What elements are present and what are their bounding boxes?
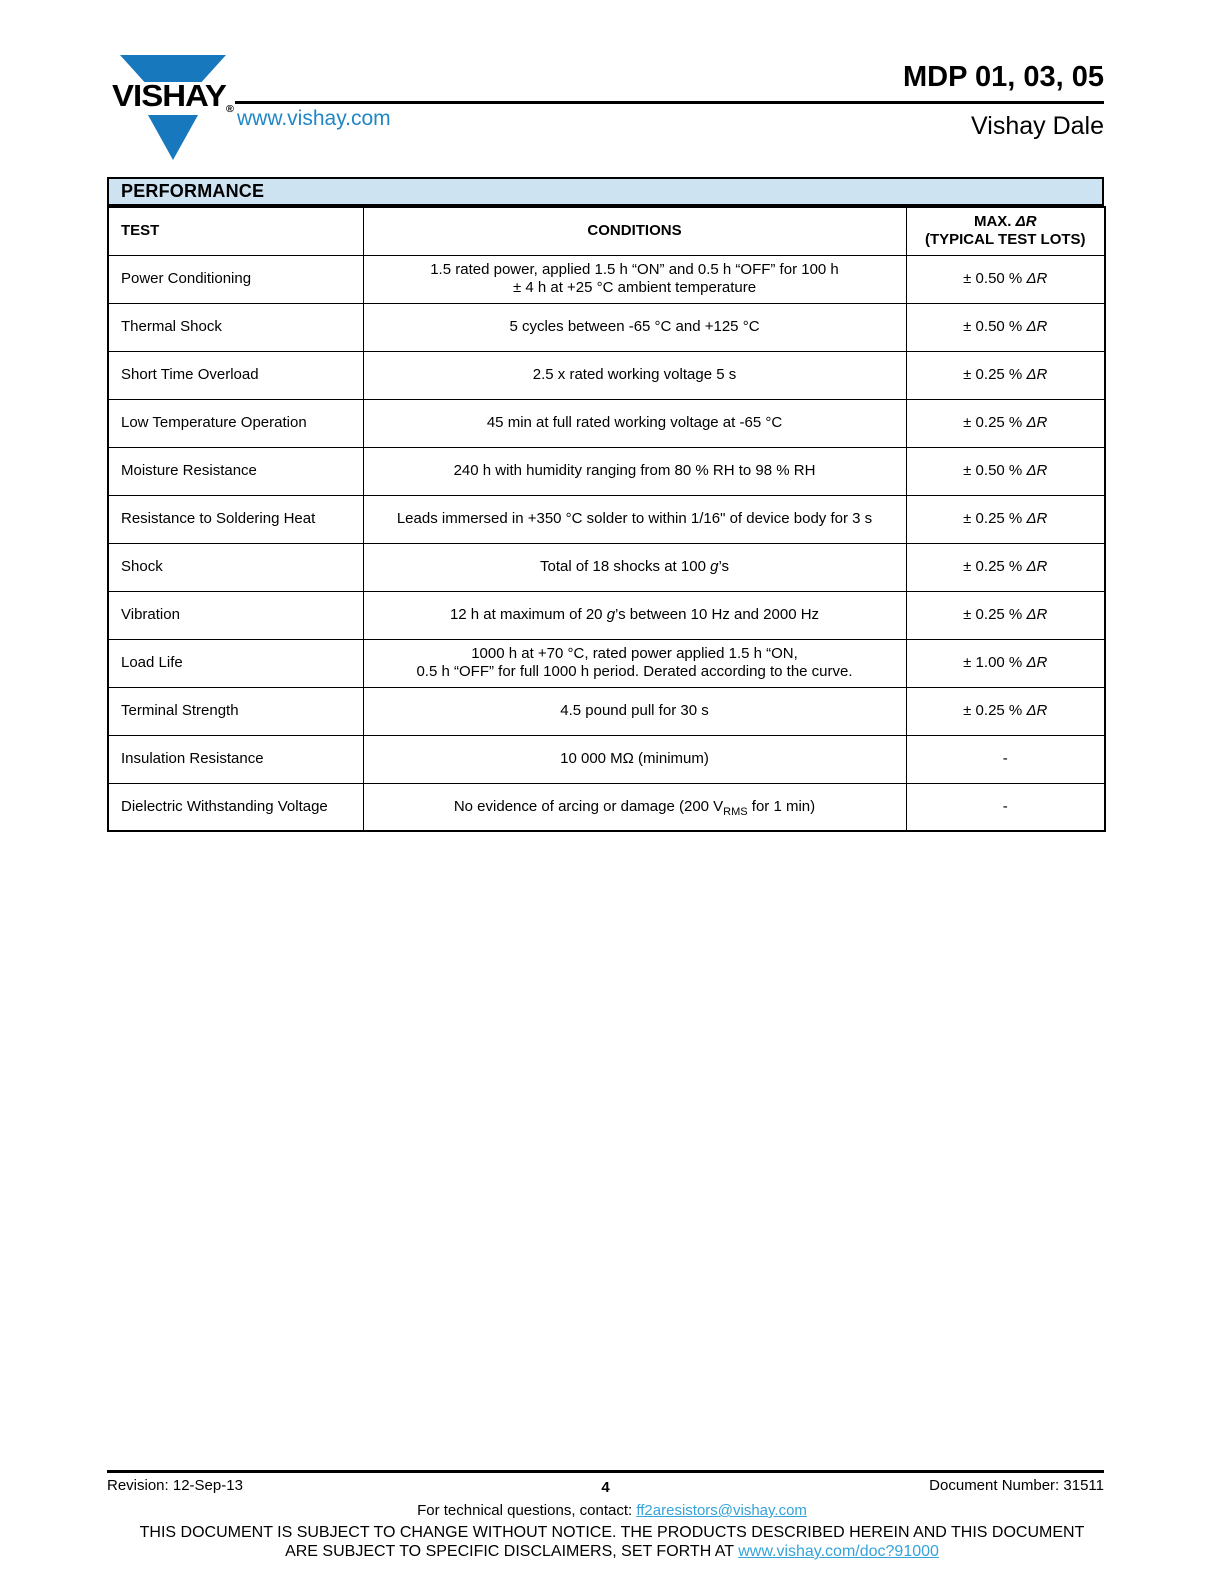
vishay-logo <box>108 55 238 160</box>
header-divider-line <box>235 101 1104 104</box>
max-delta-r-cell: ± 1.00 % ΔR <box>906 639 1105 687</box>
conditions-column-header: CONDITIONS <box>363 207 906 255</box>
table-row <box>108 351 1105 399</box>
performance-section-header: PERFORMANCE <box>107 177 1104 206</box>
disclaimer-doc-link[interactable]: www.vishay.com/doc?91000 <box>738 1543 939 1560</box>
table-header-row <box>108 207 1105 255</box>
table-row <box>108 447 1105 495</box>
vishay-logo-wordmark <box>108 80 238 114</box>
table-row <box>108 543 1105 591</box>
footer-divider-line <box>107 1470 1104 1473</box>
table-row <box>108 783 1105 831</box>
conditions-cell: Total of 18 shocks at 100 g’s <box>363 543 906 591</box>
page-number: 4 <box>601 1479 610 1496</box>
max-delta-r-cell: - <box>906 735 1105 783</box>
revision-date: Revision: 12-Sep-13 <box>107 1477 243 1494</box>
max-delta-r-cell: ± 0.25 % ΔR <box>906 495 1105 543</box>
test-cell: Resistance to Soldering Heat <box>108 495 363 543</box>
table-row <box>108 255 1105 303</box>
table-row <box>108 303 1105 351</box>
conditions-cell: 1.5 rated power, applied 1.5 h “ON” and 0.5 h “OFF” for 100 h ± 4 h at +25 °C ambient temperature <box>363 255 906 303</box>
conditions-cell: 45 min at full rated working voltage at -65 °C <box>363 399 906 447</box>
max-delta-r-cell: ± 0.25 % ΔR <box>906 543 1105 591</box>
part-number-title: MDP 01, 03, 05 <box>903 61 1104 93</box>
brand-division-name: Vishay Dale <box>971 112 1104 140</box>
max-delta-r-column-header: MAX. ΔR (TYPICAL TEST LOTS) <box>906 207 1105 255</box>
table-row <box>108 591 1105 639</box>
document-number: Document Number: 31511 <box>929 1477 1104 1494</box>
conditions-cell: 240 h with humidity ranging from 80 % RH to 98 % RH <box>363 447 906 495</box>
performance-table-body <box>108 255 1105 831</box>
conditions-cell: 5 cycles between -65 °C and +125 °C <box>363 303 906 351</box>
vishay-logo-triangle-icon <box>148 115 198 160</box>
max-delta-r-cell: ± 0.50 % ΔR <box>906 447 1105 495</box>
conditions-cell: 10 000 MΩ (minimum) <box>363 735 906 783</box>
disclaimer-text <box>0 1523 1224 1561</box>
performance-table <box>107 206 1106 832</box>
max-delta-r-cell: ± 0.25 % ΔR <box>906 399 1105 447</box>
test-cell: Shock <box>108 543 363 591</box>
max-delta-r-cell: ± 0.50 % ΔR <box>906 255 1105 303</box>
test-cell: Dielectric Withstanding Voltage <box>108 783 363 831</box>
conditions-cell: 4.5 pound pull for 30 s <box>363 687 906 735</box>
conditions-cell: 12 h at maximum of 20 g’s between 10 Hz and 2000 Hz <box>363 591 906 639</box>
conditions-cell: 1000 h at +70 °C, rated power applied 1.5 h “ON, 0.5 h “OFF” for full 1000 h period. Derated according to the curve. <box>363 639 906 687</box>
performance-section <box>107 177 1104 832</box>
table-row <box>108 399 1105 447</box>
vishay-logo-text: VISHAY <box>112 78 226 113</box>
disclaimer-line1: THIS DOCUMENT IS SUBJECT TO CHANGE WITHOUT NOTICE. THE PRODUCTS DESCRIBED HEREIN AND THIS DOCUMENT <box>139 1524 1085 1541</box>
test-cell: Power Conditioning <box>108 255 363 303</box>
conditions-cell: 2.5 x rated working voltage 5 s <box>363 351 906 399</box>
test-cell: Short Time Overload <box>108 351 363 399</box>
contact-prefix-text: For technical questions, contact: <box>417 1502 637 1519</box>
conditions-cell: Leads immersed in +350 °C solder to within 1/16" of device body for 3 s <box>363 495 906 543</box>
registered-trademark-symbol: ® <box>225 103 234 115</box>
contact-email-link[interactable]: ff2aresistors@vishay.com <box>636 1502 807 1519</box>
test-cell: Load Life <box>108 639 363 687</box>
disclaimer-line2-prefix: ARE SUBJECT TO SPECIFIC DISCLAIMERS, SET FORTH AT <box>285 1543 739 1560</box>
test-cell: Insulation Resistance <box>108 735 363 783</box>
max-delta-r-cell: ± 0.25 % ΔR <box>906 687 1105 735</box>
max-delta-r-cell: ± 0.50 % ΔR <box>906 303 1105 351</box>
test-cell: Terminal Strength <box>108 687 363 735</box>
table-row <box>108 495 1105 543</box>
test-cell: Thermal Shock <box>108 303 363 351</box>
conditions-cell: No evidence of arcing or damage (200 $V_{RMS}$ for 1 min) <box>363 783 906 831</box>
table-row <box>108 687 1105 735</box>
test-column-header: TEST <box>108 207 363 255</box>
vishay-website-link[interactable]: www.vishay.com <box>237 107 391 130</box>
max-delta-r-cell: - <box>906 783 1105 831</box>
table-row <box>108 735 1105 783</box>
test-cell: Moisture Resistance <box>108 447 363 495</box>
technical-contact-line <box>0 1502 1224 1519</box>
footer-meta-row <box>107 1477 1104 1495</box>
test-cell: Vibration <box>108 591 363 639</box>
table-row <box>108 639 1105 687</box>
test-cell: Low Temperature Operation <box>108 399 363 447</box>
max-delta-r-cell: ± 0.25 % ΔR <box>906 351 1105 399</box>
max-delta-r-cell: ± 0.25 % ΔR <box>906 591 1105 639</box>
